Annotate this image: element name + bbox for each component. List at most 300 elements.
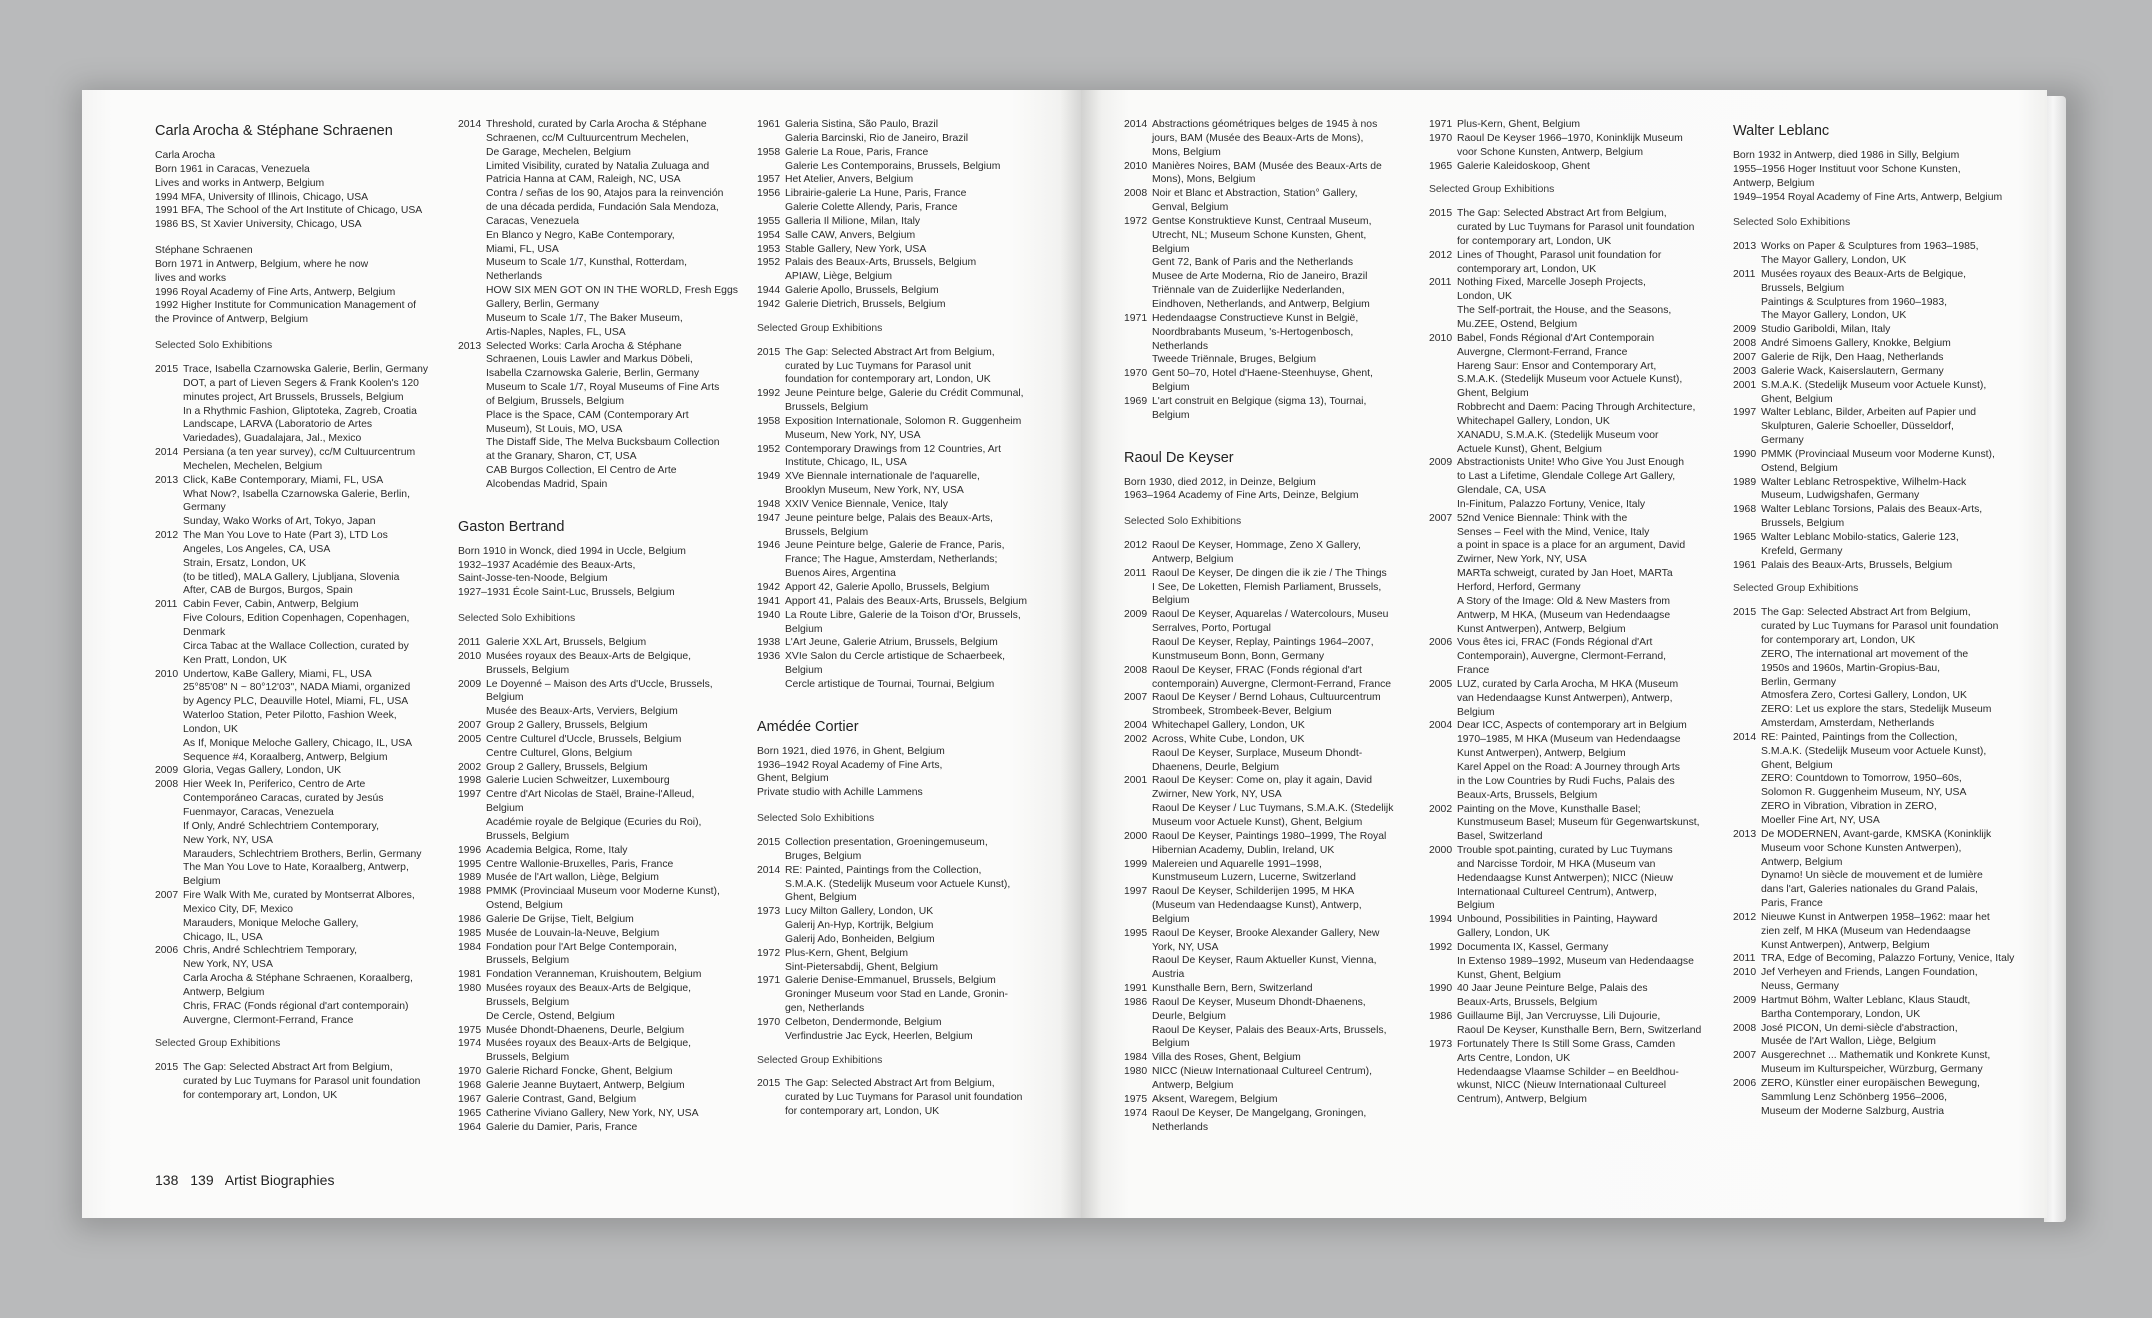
exhibition-year: 1991 (1124, 983, 1148, 995)
exhibition-text (785, 636, 1047, 650)
text-line: 1927–1931 École Saint-Luc, Brussels, Belgium (458, 587, 675, 599)
text-line: Bartha Contemporary, London, UK (1761, 1008, 1921, 1020)
text-line: S.M.A.K. (Stedelijk Museum voor Actuele Kunst), (1761, 379, 1987, 391)
exhibition-entry (1429, 456, 1719, 511)
exhibition-text (1761, 911, 2023, 953)
text-line: France (1457, 665, 1490, 677)
text-line: Groninger Museum voor Stad en Lande, Gronin- (785, 989, 1008, 1001)
exhibition-text (1457, 678, 1719, 720)
exhibition-year: 2008 (1733, 1022, 1757, 1034)
exhibition-text (1152, 996, 1414, 1051)
text-line: Brussels, Belgium (486, 955, 570, 967)
exhibition-entry (155, 1061, 445, 1103)
text-line: for contemporary art, London, UK (785, 1106, 940, 1118)
exhibition-text (183, 598, 445, 667)
exhibition-year: 1995 (1124, 927, 1148, 939)
text-line: Persiana (a ten year survey), cc/M Cultuurcentrum (183, 447, 416, 459)
text-line: Galerie La Roue, Paris, France (785, 146, 929, 158)
exhibition-year: 2004 (1124, 720, 1148, 732)
text-line: Galerij An-Hyp, Kortrijk, Belgium (785, 920, 934, 932)
text-line: Het Atelier, Anvers, Belgium (785, 174, 914, 186)
exhibition-entry (1733, 1049, 2023, 1077)
exhibition-year: 2007 (458, 720, 482, 732)
exhibition-text (1152, 1107, 1414, 1135)
exhibition-year: 2014 (1124, 119, 1148, 130)
text-line: Raoul De Keyser, FRAC (Fonds régional d'art (1152, 664, 1362, 676)
text-line: Kunst, Ghent, Belgium (1457, 969, 1561, 981)
exhibition-entry (1733, 406, 2023, 448)
text-line: Beaux-Arts, Brussels, Belgium (1457, 789, 1598, 801)
text-line: Musée Dhondt-Dhaenens, Deurle, Belgium (486, 1024, 685, 1036)
exhibition-entry (1429, 118, 1719, 132)
exhibition-text (785, 581, 1047, 595)
exhibition-text (1761, 337, 2023, 351)
column-1 (155, 122, 445, 1103)
exhibition-text (1152, 1065, 1414, 1093)
group-heading: Selected Group Exhibitions (155, 1038, 281, 1050)
exhibition-text (183, 668, 445, 765)
exhibition-text (785, 1077, 1047, 1119)
exhibition-entry (757, 836, 1047, 864)
exhibition-year: 2007 (1429, 512, 1453, 524)
text-line: Born 1930, died 2012, in Deinze, Belgium (1124, 476, 1316, 488)
solo-list (1124, 539, 1414, 1134)
exhibition-entry (1733, 476, 2023, 504)
text-line: Galerie Colette Allendy, Paris, France (785, 202, 958, 214)
exhibition-text (1152, 160, 1414, 188)
exhibition-text (785, 1016, 1047, 1044)
exhibition-entry (757, 243, 1047, 257)
exhibition-year: 1965 (458, 1107, 482, 1119)
group-list (1429, 207, 1719, 1107)
exhibition-entry (1733, 531, 2023, 559)
text-line: Museum, New York, NY, USA (785, 429, 921, 441)
exhibition-text (785, 443, 1047, 471)
text-line: Gallery, Berlin, Germany (486, 298, 599, 310)
exhibition-year: 1986 (458, 913, 482, 925)
artist-bio (1733, 149, 2023, 204)
exhibition-year: 1980 (458, 983, 482, 995)
text-line: Belgium (785, 665, 823, 677)
exhibition-year: 2011 (1733, 953, 1756, 965)
text-line: New York, NY, USA (183, 959, 273, 971)
exhibition-year: 2005 (1429, 678, 1453, 690)
text-line: Museum voor Schone Kunsten Antwerpen), (1761, 842, 1962, 854)
text-line: Jeune Peinture belge, Galerie de France, Paris, (785, 540, 1005, 552)
text-line: Galerie Les Contemporains, Brussels, Belgium (785, 160, 1001, 172)
exhibition-year: 1997 (458, 789, 482, 801)
exhibition-year: 2008 (1124, 188, 1148, 200)
artist-bio (1124, 476, 1414, 504)
text-line: A Story of the Image: Old & New Masters from (1457, 595, 1671, 607)
text-line: Palais des Beaux-Arts, Brussels, Belgium (1761, 559, 1953, 571)
text-line: New York, NY, USA (183, 834, 273, 846)
exhibition-text (1457, 132, 1719, 160)
text-line: Galerie Wack, Kaiserslautern, Germany (1761, 365, 1944, 377)
text-line: Belgium (1152, 243, 1190, 255)
exhibition-text (1152, 367, 1414, 395)
text-line: Raoul De Keyser 1966–1970, Koninklijk Museum (1457, 132, 1683, 144)
exhibition-year: 2007 (155, 890, 179, 902)
exhibition-year: 2014 (458, 119, 482, 130)
exhibition-text (1152, 664, 1414, 692)
exhibition-entry (1429, 719, 1719, 802)
text-line: As If, Monique Meloche Gallery, Chicago, IL, USA (183, 737, 413, 749)
text-line: RE: Painted, Paintings from the Collection, (785, 864, 982, 876)
exhibition-year: 2009 (155, 765, 179, 777)
exhibition-entry (155, 446, 445, 474)
exhibition-entry (458, 871, 748, 885)
text-line: Auvergne, Clermont-Ferrand, France (183, 1014, 354, 1026)
exhibition-text (1761, 1077, 2023, 1119)
exhibition-year: 1946 (757, 540, 781, 552)
exhibition-text (1152, 982, 1414, 996)
text-line: Strombeek, Strombeek-Bever, Belgium (1152, 706, 1332, 718)
exhibition-text (1152, 1051, 1414, 1065)
exhibition-year: 1973 (757, 906, 781, 918)
text-line: The Gap: Selected Abstract Art from Belgium, (785, 1078, 995, 1090)
exhibition-year: 2015 (1733, 607, 1757, 619)
exhibition-entry (1124, 830, 1414, 858)
exhibition-entry (1124, 567, 1414, 609)
exhibition-year: 2010 (1733, 967, 1757, 979)
exhibition-year: 2001 (1733, 379, 1757, 391)
text-line: Fondation pour l'Art Belge Contemporain, (486, 941, 677, 953)
text-line: Raoul De Keyser, Paintings 1980–1999, The Royal (1152, 830, 1387, 842)
text-line: Belgium (1152, 913, 1190, 925)
exhibition-text (1761, 531, 2023, 559)
text-line: Deurle, Belgium (1152, 1010, 1226, 1022)
exhibition-text (486, 927, 748, 941)
exhibition-text (785, 974, 1047, 1016)
exhibition-year: 1970 (1429, 132, 1453, 144)
text-line: London, UK (1457, 291, 1512, 303)
text-line: France; The Hague, Amsterdam, Netherlands; (785, 554, 998, 566)
text-line: Librairie-galerie La Hune, Paris, France (785, 188, 967, 200)
exhibition-year: 1992 (757, 388, 781, 400)
exhibition-entry (458, 118, 748, 340)
exhibition-entry (458, 1024, 748, 1038)
exhibition-year: 2012 (1733, 911, 1757, 923)
exhibition-entry (1124, 996, 1414, 1051)
text-line: MARTa schweigt, curated by Jan Hoet, MARTa (1457, 568, 1673, 580)
text-line: The Gap: Selected Abstract Art from Belgium, (1761, 607, 1971, 619)
text-line: De MODERNEN, Avant-garde, KMSKA (Koninklijk (1761, 828, 1992, 840)
exhibition-text (1152, 118, 1414, 160)
text-line: 1986 BS, St Xavier University, Chicago, USA (155, 219, 362, 231)
column-5 (1429, 118, 1719, 1107)
exhibition-text (1761, 351, 2023, 365)
exhibition-year: 1970 (757, 1016, 781, 1028)
text-line: Skulpturen, Galerie Schoeller, Düsseldorf, (1761, 421, 1954, 433)
exhibition-entry (458, 761, 748, 775)
exhibition-year: 1988 (458, 886, 482, 898)
text-line: The Gap: Selected Abstract Art from Belgium, (1457, 208, 1667, 220)
text-line: S.M.A.K. (Stedelijk Museum voor Actuele Kunst), (1457, 374, 1683, 386)
exhibition-year: 2010 (458, 650, 482, 662)
text-line: Centre Culturel, Glons, Belgium (486, 747, 633, 759)
exhibition-year: 2009 (1124, 609, 1148, 621)
text-line: ZERO in Vibration, Vibration in ZERO, (1761, 801, 1937, 813)
solo-heading: Selected Solo Exhibitions (1124, 516, 1242, 528)
text-line: Walter Leblanc Mobilo-statics, Galerie 123, (1761, 531, 1959, 543)
exhibition-entry (757, 346, 1047, 388)
text-line: Galerie Kaleidoskoop, Ghent (1457, 160, 1590, 172)
text-line: Born 1921, died 1976, in Ghent, Belgium (757, 745, 945, 757)
text-line: Beaux-Arts, Brussels, Belgium (1457, 997, 1598, 1009)
exhibition-entry (458, 678, 748, 720)
text-line: for contemporary art, London, UK (183, 1090, 338, 1101)
text-line: Belgium (1152, 409, 1190, 421)
column-3 (757, 118, 1047, 1119)
text-line: Musée des Beaux-Arts, Verviers, Belgium (486, 706, 678, 718)
page-number-left: 138 (155, 1172, 179, 1188)
text-line: Trouble spot.painting, curated by Luc Tuymans (1457, 845, 1673, 857)
exhibition-entry (458, 982, 748, 1024)
exhibition-year: 1952 (757, 443, 781, 455)
exhibition-text (486, 871, 748, 885)
exhibition-text (785, 905, 1047, 947)
exhibition-text (486, 761, 748, 775)
text-line: ZERO: Let us explore the stars, Stedelijk Museum (1761, 704, 1992, 716)
text-line: Painting on the Move, Kunsthalle Basel; (1457, 803, 1641, 815)
text-line: Kunsthalle Bern, Bern, Switzerland (1152, 983, 1313, 995)
exhibition-year: 1972 (757, 947, 781, 959)
text-line: Brussels, Belgium (486, 996, 570, 1008)
artist-name: Carla Arocha & Stéphane Schraenen (155, 123, 393, 139)
text-line: Guillaume Bijl, Jan Vercruysse, Lili Dujourie, (1457, 1011, 1661, 1023)
text-line: Celbeton, Dendermonde, Belgium (785, 1016, 942, 1028)
text-line: (Museum van Hedendaagse Kunst), Antwerp, (1152, 900, 1362, 912)
exhibition-year: 2008 (155, 779, 179, 791)
text-line: Brussels, Belgium (486, 1052, 570, 1064)
text-line: André Simoens Gallery, Knokke, Belgium (1761, 338, 1951, 350)
text-line: Fondation Veranneman, Kruishoutem, Belgium (486, 969, 702, 981)
solo-heading: Selected Solo Exhibitions (155, 340, 273, 352)
exhibition-year: 2012 (1124, 540, 1148, 552)
text-line: Brussels, Belgium (785, 402, 869, 414)
exhibition-year: 2009 (458, 678, 482, 690)
exhibition-entry (1733, 503, 2023, 531)
text-line: Herford, Herford, Germany (1457, 582, 1581, 593)
exhibition-year: 1997 (1124, 886, 1148, 898)
exhibition-text (785, 415, 1047, 443)
text-line: Raoul De Keyser, Brooke Alexander Gallery, New (1152, 927, 1380, 939)
text-line: Antwerp, Belgium (1733, 177, 1815, 189)
exhibition-text (1457, 249, 1719, 277)
text-line: Manières Noires, BAM (Musée des Beaux-Arts de (1152, 160, 1382, 172)
exhibition-year: 2014 (757, 864, 781, 876)
exhibition-entry (1733, 731, 2023, 828)
exhibition-year: 2006 (1733, 1078, 1757, 1089)
text-line: Sint-Pietersabdij, Ghent, Belgium (785, 961, 939, 973)
text-line: Saint-Josse-ten-Noode, Belgium (458, 573, 608, 585)
exhibition-year: 1967 (458, 1093, 482, 1105)
exhibition-year: 2002 (1429, 803, 1453, 815)
exhibition-text (785, 470, 1047, 498)
text-line: Palais des Beaux-Arts, Brussels, Belgium (785, 257, 977, 269)
exhibition-text (785, 512, 1047, 540)
exhibition-year: 2005 (458, 733, 482, 745)
text-line: Kunst Antwerpen), Antwerp, Belgium (1457, 748, 1626, 760)
text-line: de una década perdida, Fundación Sala Mendoza, (486, 202, 719, 214)
exhibition-entry (1733, 994, 2023, 1022)
text-line: Galerie Contrast, Gand, Belgium (486, 1093, 637, 1105)
exhibition-text (785, 215, 1047, 229)
exhibition-year: 1971 (757, 975, 781, 987)
exhibition-text (785, 118, 1047, 146)
solo-list (1733, 240, 2023, 572)
exhibition-entry (1429, 844, 1719, 913)
exhibition-year: 1998 (458, 775, 482, 787)
text-line: Private studio with Achille Lammens (757, 787, 923, 799)
text-line: 1991 BFA, The School of the Art Institute of Chicago, USA (155, 205, 423, 217)
text-line: Auvergne, Clermont-Ferrand, France (1457, 346, 1628, 358)
text-line: TRA, Edge of Becoming, Palazzo Fortuny, Venice, Italy (1761, 953, 2015, 965)
text-line: Click, KaBe Contemporary, Miami, FL, USA (183, 474, 384, 486)
exhibition-text (785, 595, 1047, 609)
text-line: Hibernian Academy, Dublin, Ireland, UK (1152, 844, 1335, 856)
text-line: Cabin Fever, Cabin, Antwerp, Belgium (183, 599, 359, 611)
exhibition-entry (757, 443, 1047, 471)
text-line: Museum), St Louis, MO, USA (486, 423, 623, 435)
text-line: Raoul De Keyser, Palais des Beaux-Arts, Brussels, (1152, 1024, 1387, 1036)
text-line: Raoul De Keyser, Kunsthalle Bern, Bern, Switzerland (1457, 1025, 1702, 1036)
solo-list-cont (757, 118, 1047, 312)
text-line: Group 2 Gallery, Brussels, Belgium (486, 761, 648, 773)
exhibition-entry (757, 1077, 1047, 1119)
exhibition-entry (155, 764, 445, 778)
text-line: Stable Gallery, New York, USA (785, 243, 927, 255)
text-line: Raoul De Keyser, Surplace, Museum Dhondt- (1152, 747, 1363, 759)
exhibition-entry (1124, 395, 1414, 423)
exhibition-text (486, 1093, 748, 1107)
text-line: York, NY, USA (1152, 941, 1219, 953)
exhibition-text (486, 650, 748, 678)
exhibition-entry (1429, 982, 1719, 1010)
text-line: HOW SIX MEN GOT ON IN THE WORLD, Fresh Eggs (486, 285, 738, 297)
exhibition-text (785, 298, 1047, 312)
solo-list (155, 363, 445, 1028)
exhibition-entry (1733, 379, 2023, 407)
exhibition-entry (1429, 941, 1719, 983)
exhibition-year: 2015 (155, 1062, 179, 1074)
text-line: Mons), Mons, Belgium (1152, 174, 1256, 186)
exhibition-entry (1429, 678, 1719, 720)
exhibition-entry (1429, 636, 1719, 678)
exhibition-entry (757, 498, 1047, 512)
text-line: Centre Wallonie-Bruxelles, Paris, France (486, 858, 674, 870)
exhibition-entry (757, 595, 1047, 609)
text-line: Musée de Louvain-la-Neuve, Belgium (486, 927, 660, 939)
exhibition-text (785, 387, 1047, 415)
exhibition-text (486, 1065, 748, 1079)
exhibition-text (1457, 913, 1719, 941)
text-line: by Agency PLC, Deauville Hotel, Miami, FL, USA (183, 696, 409, 708)
text-line: Whitechapel Gallery, London, UK (1152, 720, 1305, 732)
exhibition-text (486, 340, 748, 492)
text-line: Ostend, Belgium (1761, 462, 1838, 474)
text-line: XVe Biennale internationale de l'aquarelle, (785, 471, 980, 483)
exhibition-year: 2006 (1429, 637, 1453, 649)
text-line: curated by Luc Tuymans for Parasol unit foundation (1761, 621, 1999, 633)
text-line: Born 1961 in Caracas, Venezuela (155, 163, 310, 175)
text-line: Raoul De Keyser, Aquarelas / Watercolours, Museu (1152, 609, 1389, 621)
exhibition-year: 1989 (458, 872, 482, 884)
text-line: Hartmut Böhm, Walter Leblanc, Klaus Staudt, (1761, 994, 1971, 1006)
text-line: Mexico City, DF, Mexico (183, 903, 294, 915)
text-line: Nieuwe Kunst in Antwerpen 1958–1962: maar het (1761, 911, 1990, 923)
exhibition-entry (757, 284, 1047, 298)
text-line: Raoul De Keyser: Come on, play it again, David (1152, 775, 1373, 787)
text-line: to Last a Lifetime, Glendale College Art Gallery, (1457, 471, 1676, 483)
text-line: Verfindustrie Jac Eyck, Heerlen, Belgium (785, 1030, 973, 1042)
text-line: Born 1932 in Antwerp, died 1986 in Silly, Belgium (1733, 150, 1960, 161)
text-line: Ghent, Belgium (1761, 759, 1833, 771)
exhibition-year: 2004 (1429, 720, 1453, 732)
text-line: Villa des Roses, Ghent, Belgium (1152, 1052, 1301, 1064)
exhibition-text (785, 947, 1047, 975)
group-heading: Selected Group Exhibitions (1429, 184, 1555, 196)
text-line: Marauders, Schlechtriem Brothers, Berlin, Germany (183, 848, 422, 860)
exhibition-entry (757, 609, 1047, 637)
exhibition-entry (458, 1065, 748, 1079)
exhibition-year: 2011 (1429, 277, 1452, 289)
text-line: Brussels, Belgium (1761, 282, 1845, 294)
text-line: Dynamo! Un siècle de mouvement et de lumière (1761, 870, 1983, 882)
exhibition-entry (1429, 1010, 1719, 1038)
text-line: Ausgerechnet ... Mathematik und Konkrete Kunst, (1761, 1050, 1991, 1062)
text-line: Museum der Moderne Salzburg, Austria (1761, 1105, 1945, 1117)
exhibition-year: 2015 (757, 836, 781, 848)
exhibition-text (785, 864, 1047, 906)
text-line: Patricia Hanna at CAM, Raleigh, NC, USA (486, 174, 681, 186)
exhibition-entry (1124, 664, 1414, 692)
exhibition-entry (1124, 733, 1414, 775)
exhibition-entry (1733, 828, 2023, 911)
exhibition-year: 2000 (1429, 845, 1453, 857)
text-line: Catherine Viviano Gallery, New York, NY, USA (486, 1107, 699, 1119)
text-line: Ghent, Belgium (1457, 388, 1529, 400)
text-line: at the Granary, Sharon, CT, USA (486, 451, 637, 463)
solo-heading: Selected Solo Exhibitions (458, 613, 576, 625)
group-list-cont (1124, 118, 1414, 423)
exhibition-text (486, 788, 748, 843)
text-line: DOT, a part of Lieven Segers & Frank Koolen's 120 (183, 377, 419, 389)
text-line: Sequence #4, Koraalberg, Antwerp, Belgium (183, 751, 388, 763)
exhibition-year: 2014 (1733, 731, 1757, 743)
text-line: Walter Leblanc Torsions, Palais des Beaux-Arts, (1761, 504, 1983, 516)
artist-name: Walter Leblanc (1733, 123, 1830, 139)
exhibition-entry (458, 885, 748, 913)
exhibition-entry (757, 118, 1047, 146)
text-line: Vous êtes ici, FRAC (Fonds Régional d'Art (1457, 637, 1653, 649)
exhibition-text (1761, 406, 2023, 448)
exhibition-entry (458, 844, 748, 858)
text-line: contemporary art, London, UK (1457, 263, 1597, 275)
exhibition-year: 1936 (757, 651, 781, 663)
exhibition-text (486, 844, 748, 858)
text-line: Chris, André Schlechtriem Temporary, (183, 945, 358, 957)
exhibition-year: 2013 (458, 340, 482, 352)
text-line: Sunday, Wako Works of Art, Tokyo, Japan (183, 516, 376, 528)
exhibition-year: 2010 (155, 668, 179, 680)
text-line: Karel Appel on the Road: A Journey through Arts (1457, 761, 1680, 773)
exhibition-text (1152, 719, 1414, 733)
exhibition-entry (1429, 249, 1719, 277)
exhibition-entry (1733, 952, 2023, 966)
text-line: Kunst Antwerpen), Antwerp, Belgium (1457, 623, 1626, 635)
